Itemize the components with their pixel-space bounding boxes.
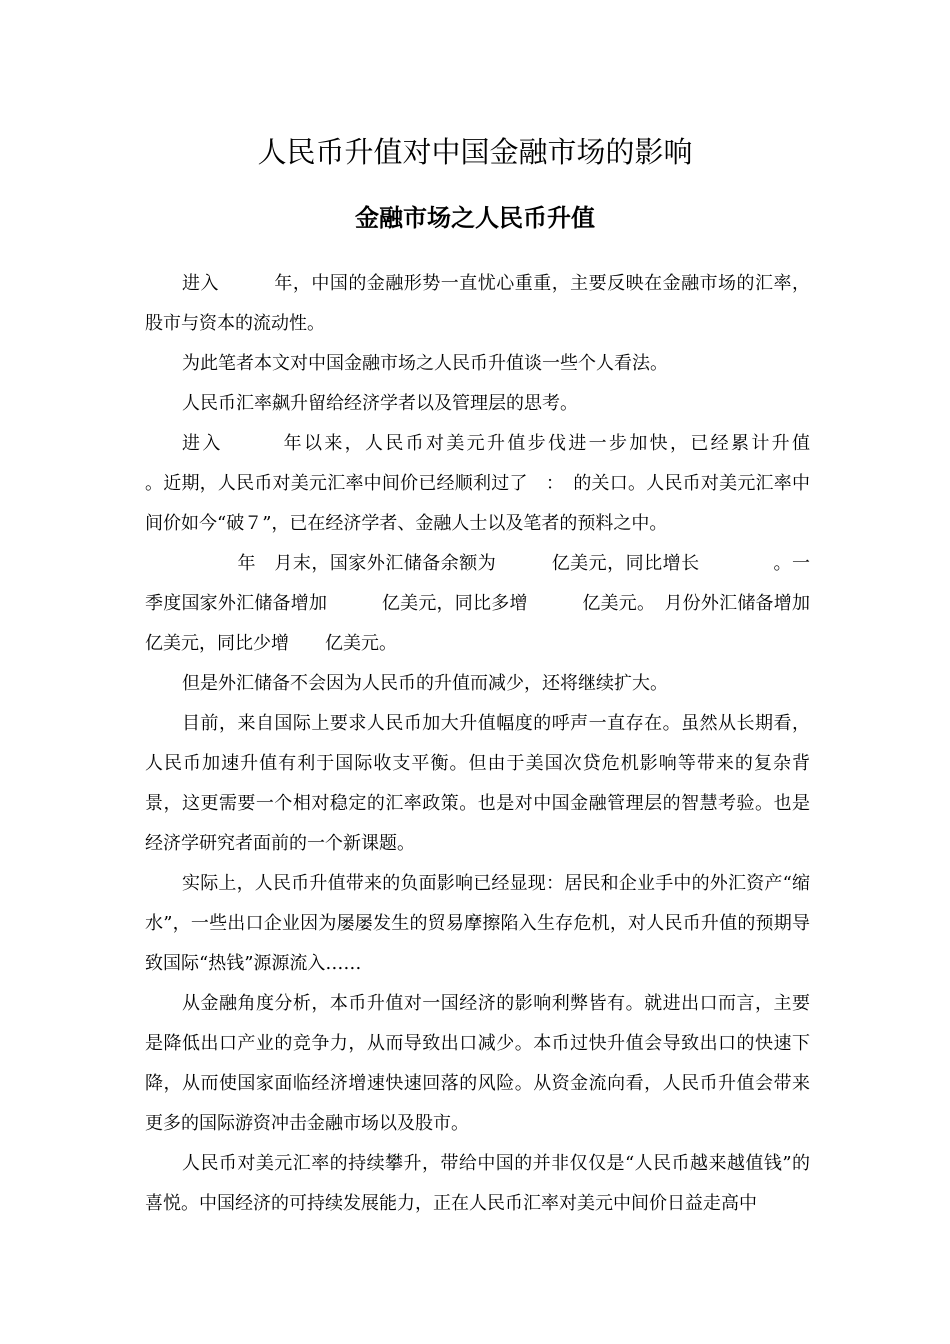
paragraph: 从金融角度分析，本币升值对一国经济的影响利弊皆有。就进出口而言，主要是降低出口产业的竞争力，从而导致出口减少。本币过快升值会导致出口的快速下降，从而使国家面临经济增速快速回落的风险。从资金流向看，人民币升值会带来更多的国际游资冲击金融市场以及股市。 — [145, 993, 810, 1134]
paragraph: 进入 年，中国的金融形势一直忧心重重，主要反映在金融市场的汇率，股市与资本的流动性。 — [145, 273, 810, 334]
paragraph: 实际上，人民币升值带来的负面影响已经显现：居民和企业手中的外汇资产“缩水”，一些出口企业因为屡屡发生的贸易摩擦陷入生存危机，对人民币升值的预期导致国际“热钱”源源流入…… — [145, 873, 810, 974]
paragraph: 人民币对美元汇率的持续攀升，带给中国的并非仅仅是“人民币越来越值钱”的喜悦。中国经济的可持续发展能力，正在人民币汇率对美元中间价日益走高中 — [145, 1153, 810, 1214]
document-body — [145, 264, 864, 1224]
paragraph: 目前，来自国际上要求人民币加大升值幅度的呼声一直存在。虽然从长期看，人民币加速升值有利于国际收支平衡。但由于美国次贷危机影响等带来的复杂背景，这更需要一个相对稳定的汇率政策。也是对中国金融管理层的智慧考验。也是经济学研究者面前的一个新课题。 — [145, 713, 810, 854]
paragraph: 为此笔者本文对中国金融市场之人民币升值谈一些个人看法。 — [182, 353, 668, 374]
paragraph: 进入 年以来，人民币对美元升值步伐进一步加快，已经累计升值 。近期，人民币对美元汇率中间价已经顺利过了 ： 的关口。人民币对美元汇率中间价如今“破７”，已在经济学者、金融人士以及笔者的预料之中。 — [145, 433, 864, 534]
paragraph: 但是外汇储备不会因为人民币的升值而减少，还将继续扩大。 — [182, 673, 668, 694]
document-title: 人民币升值对中国金融市场的影响 — [257, 135, 693, 169]
paragraph: 人民币汇率飙升留给经济学者以及管理层的思考。 — [182, 393, 578, 414]
document-subtitle: 金融市场之人民币升值 — [355, 204, 595, 232]
paragraph: 年 月末，国家外汇储备余额为 亿美元，同比增长 。一季度国家外汇储备增加 亿美元，同比多增 亿美元。 月份外汇储备增加 亿美元，同比少增 亿美元。 — [145, 553, 846, 654]
